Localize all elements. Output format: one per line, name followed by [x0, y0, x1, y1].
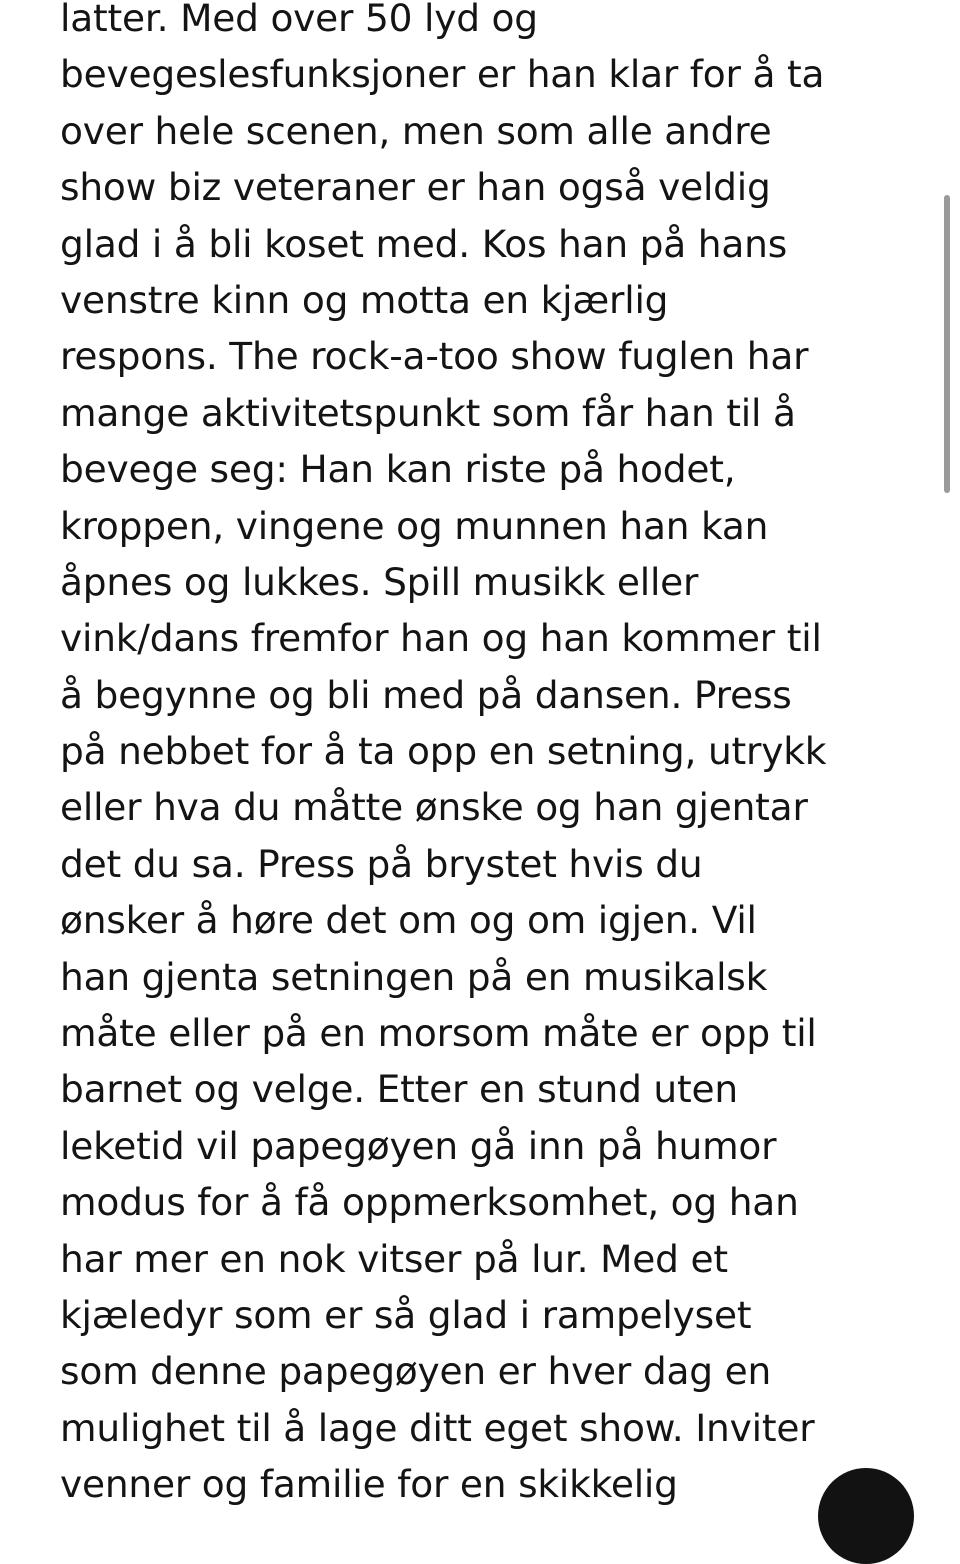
scrollbar-thumb[interactable] [944, 195, 950, 493]
text-line: kjæledyr som er så glad i rampelyset [60, 1292, 752, 1337]
text-line: barnet og velge. Etter en stund uten [60, 1067, 738, 1112]
text-line: åpnes og lukkes. Spill musikk eller [60, 559, 699, 604]
text-line: eller hva du måtte ønske og han gjentar [60, 785, 808, 830]
text-line: ønsker å høre det om og om igjen. Vil [60, 898, 757, 943]
article-text [60, 0, 940, 1513]
floating-action-button[interactable] [818, 1468, 914, 1564]
text-line: mulighet til å lage ditt eget show. Inviter [60, 1405, 815, 1450]
text-line: har mer en nok vitser på lur. Med et [60, 1236, 728, 1281]
text-line: show biz veteraner er han også veldig [60, 165, 771, 210]
text-line: venner og familie for en skikkelig [60, 1462, 678, 1507]
text-line: bevege seg: Han kan riste på hodet, [60, 447, 736, 492]
text-line: kroppen, vingene og munnen han kan [60, 503, 769, 548]
text-line: over hele scenen, men som alle andre [60, 108, 772, 153]
text-line: som denne papegøyen er hver dag en [60, 1349, 772, 1394]
text-line: respons. The rock-a-too show fuglen har [60, 334, 809, 379]
text-line: leketid vil papegøyen gå inn på humor [60, 1123, 777, 1168]
text-line: latter. Med over 50 lyd og [60, 0, 538, 40]
text-line: han gjenta setningen på en musikalsk [60, 954, 768, 999]
text-line: bevegeslesfunksjoner er han klar for å ta [60, 52, 825, 97]
text-line: måte eller på en morsom måte er opp til [60, 1011, 817, 1056]
text-line: å begynne og bli med på dansen. Press [60, 672, 792, 717]
text-line: venstre kinn og motta en kjærlig [60, 277, 669, 322]
text-line: vink/dans fremfor han og han kommer til [60, 616, 822, 661]
text-line: modus for å få oppmerksomhet, og han [60, 1180, 799, 1225]
text-line: det du sa. Press på brystet hvis du [60, 841, 703, 886]
text-line: glad i å bli koset med. Kos han på hans [60, 221, 788, 266]
text-line: på nebbet for å ta opp en setning, utrykk [60, 729, 827, 774]
text-line: mange aktivitetspunkt som får han til å [60, 390, 796, 435]
